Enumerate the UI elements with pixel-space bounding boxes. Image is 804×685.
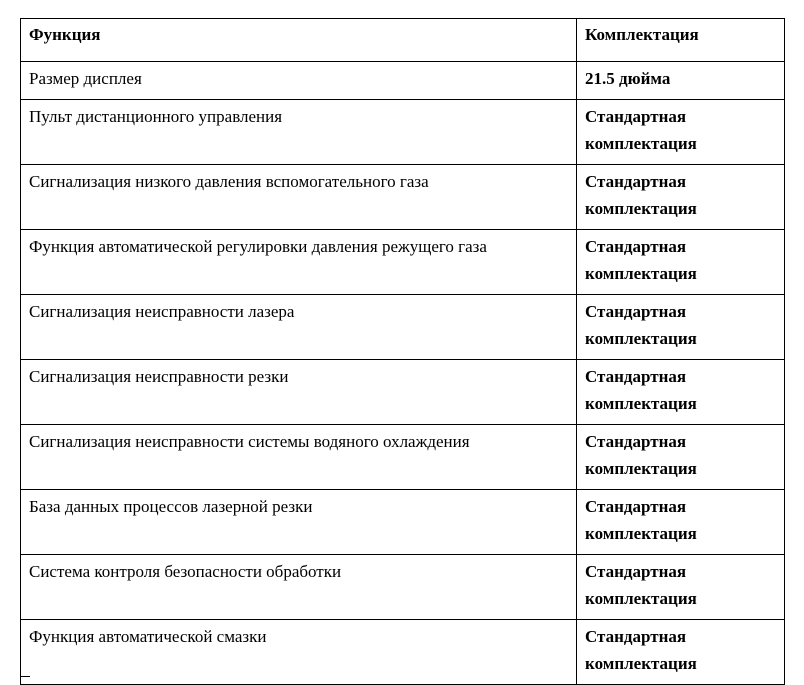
- feature-table: [20, 18, 785, 685]
- configuration-cell: Стандартная комплектация: [577, 555, 785, 620]
- feature-cell: База данных процессов лазерной резки: [21, 490, 577, 555]
- configuration-cell: Стандартная комплектация: [577, 230, 785, 295]
- feature-cell: Размер дисплея: [21, 62, 577, 100]
- table-header-row: [21, 19, 785, 62]
- feature-cell: Функция автоматической регулировки давления режущего газа: [21, 230, 577, 295]
- table-row: [21, 230, 785, 295]
- feature-cell: Сигнализация низкого давления вспомогательного газа: [21, 165, 577, 230]
- configuration-cell: Стандартная комплектация: [577, 100, 785, 165]
- table-row: [21, 100, 785, 165]
- configuration-cell: Стандартная комплектация: [577, 360, 785, 425]
- feature-cell: Сигнализация неисправности резки: [21, 360, 577, 425]
- feature-cell: Пульт дистанционного управления: [21, 100, 577, 165]
- configuration-cell: Стандартная комплектация: [577, 165, 785, 230]
- header-function: Функция: [21, 19, 577, 62]
- table-row: [21, 555, 785, 620]
- table-row: [21, 295, 785, 360]
- table-row: [21, 360, 785, 425]
- table-row: [21, 620, 785, 685]
- feature-cell: Функция автоматической смазки: [21, 620, 577, 685]
- feature-cell: Сигнализация неисправности лазера: [21, 295, 577, 360]
- table-row: [21, 165, 785, 230]
- configuration-cell: Стандартная комплектация: [577, 295, 785, 360]
- table-row: [21, 490, 785, 555]
- table-row: [21, 62, 785, 100]
- feature-cell: Сигнализация неисправности системы водяного охлаждения: [21, 425, 577, 490]
- table-row: [21, 425, 785, 490]
- feature-cell: Система контроля безопасности обработки: [21, 555, 577, 620]
- configuration-cell: Стандартная комплектация: [577, 425, 785, 490]
- configuration-cell: Стандартная комплектация: [577, 620, 785, 685]
- text-cursor-mark: [20, 676, 30, 677]
- header-configuration: Комплектация: [577, 19, 785, 62]
- configuration-cell: 21.5 дюйма: [577, 62, 785, 100]
- configuration-cell: Стандартная комплектация: [577, 490, 785, 555]
